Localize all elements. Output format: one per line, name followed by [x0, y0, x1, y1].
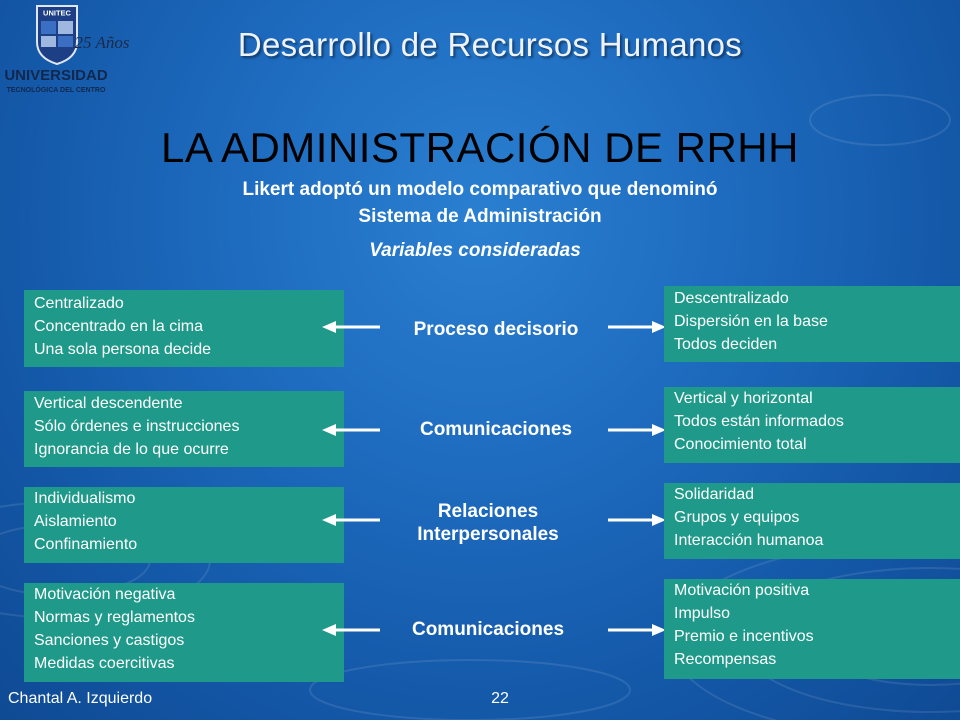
box-line: Recompensas [674, 651, 777, 668]
svg-text:UNIVERSIDAD: UNIVERSIDAD [4, 67, 108, 84]
subtitle-line: Sistema de Administración [358, 206, 602, 227]
box-line: Sólo órdenes e instrucciones [34, 418, 240, 435]
left-box-motivation [24, 583, 344, 682]
arrow-right-icon [608, 423, 666, 437]
box-line: Vertical y horizontal [674, 390, 813, 407]
arrow-right-icon [608, 320, 666, 334]
footer-author: Chantal A. Izquierdo [8, 690, 153, 707]
page-title: LA ADMINISTRACIÓN DE RRHH [161, 124, 799, 171]
svg-text:TECNOLÓGICA DEL CENTRO: TECNOLÓGICA DEL CENTRO [6, 87, 106, 94]
box-line: Dispersión en la base [674, 313, 828, 330]
box-line: Ignorancia de lo que ocurre [34, 441, 229, 458]
variables-label: Variables consideradas [369, 240, 581, 261]
svg-text:25 Años: 25 Años [74, 33, 130, 52]
variable-label-line: Relaciones [437, 501, 539, 522]
left-box-decision [24, 290, 344, 367]
box-line: Sanciones y castigos [34, 632, 185, 649]
right-box-relations [664, 483, 960, 559]
right-box-motivation [664, 579, 960, 679]
box-line: Todos deciden [674, 336, 778, 353]
box-line: Premio e incentivos [674, 628, 814, 645]
svg-text:UNITEC: UNITEC [43, 8, 71, 18]
variable-label-line: Proceso decisorio [413, 319, 579, 340]
subtitle-line: Likert adoptó un modelo comparativo que denominó [242, 179, 718, 200]
subtitle [140, 176, 820, 230]
box-line: Conocimiento total [674, 436, 807, 453]
variable-label-line: Interpersonales [417, 524, 559, 545]
left-box-communication [24, 391, 344, 467]
university-logo [4, 2, 144, 98]
box-line: Solidaridad [674, 486, 755, 503]
box-line: Motivación negativa [34, 586, 176, 603]
box-line: Aislamiento [34, 513, 117, 530]
box-line: Todos están informados [674, 413, 844, 430]
right-box-communication [664, 387, 960, 463]
box-line: Motivación positiva [674, 582, 810, 599]
arrow-right-icon [608, 513, 666, 527]
header-title: Desarrollo de Recursos Humanos [237, 26, 743, 63]
box-line: Una sola persona decide [34, 341, 212, 358]
page-number: 22 [491, 690, 509, 707]
variable-label-motivation [358, 618, 618, 641]
box-line: Medidas coercitivas [34, 655, 175, 672]
box-line: Interacción humanoa [674, 532, 824, 549]
arrow-right-icon [608, 623, 666, 637]
box-line: Vertical descendente [34, 395, 183, 412]
right-box-decision [664, 286, 960, 362]
box-line: Impulso [674, 605, 731, 622]
box-line: Concentrado en la cima [34, 318, 203, 335]
box-line: Normas y reglamentos [34, 609, 195, 626]
box-line: Descentralizado [674, 290, 789, 307]
left-box-relations [24, 487, 344, 563]
box-line: Centralizado [34, 295, 124, 312]
variable-label-line: Comunicaciones [419, 419, 573, 440]
box-line: Confinamiento [34, 536, 138, 553]
box-line: Grupos y equipos [674, 509, 800, 526]
variable-label-decision [366, 318, 626, 341]
variable-label-line: Comunicaciones [411, 619, 565, 640]
box-line: Individualismo [34, 490, 136, 507]
variable-label-relations [358, 500, 618, 546]
variable-label-communication [366, 418, 626, 441]
